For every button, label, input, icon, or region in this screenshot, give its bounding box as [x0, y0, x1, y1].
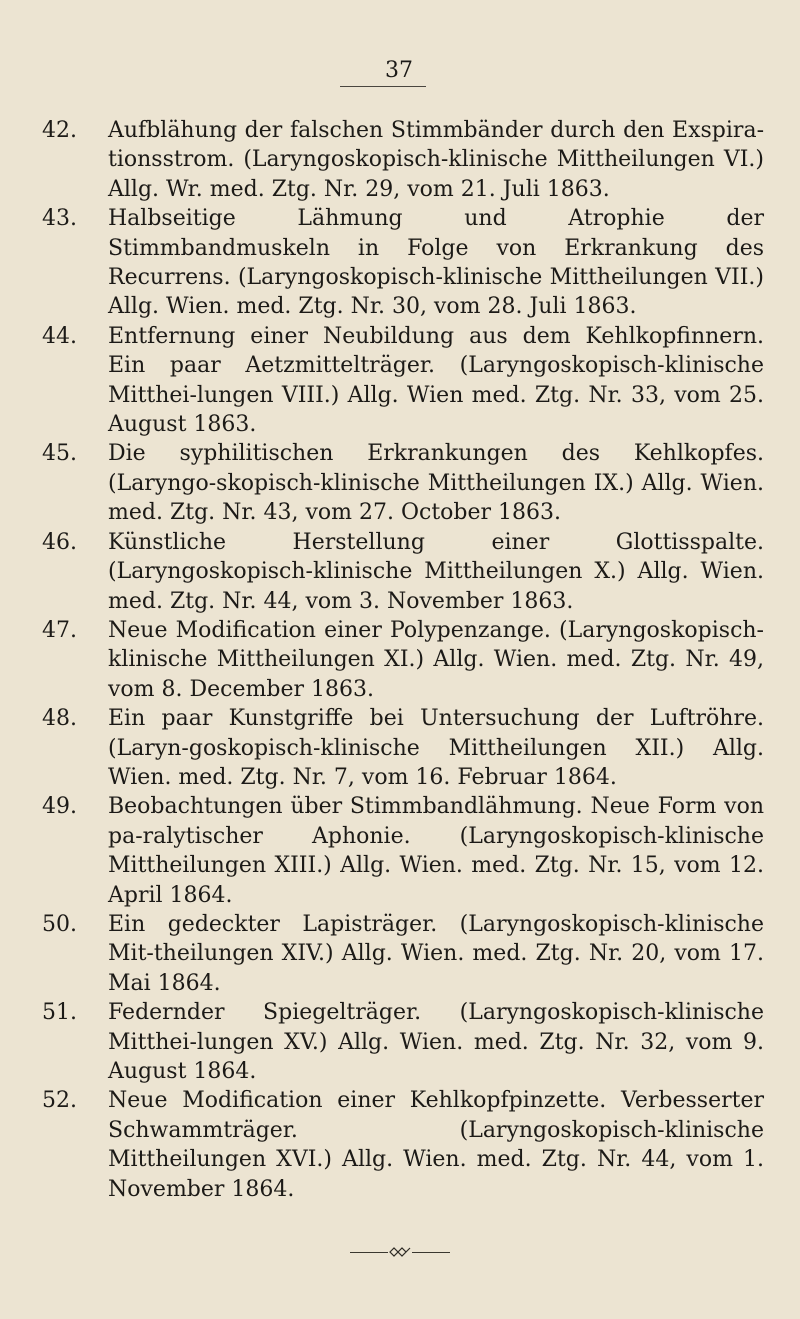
ornament-line-left [350, 1252, 388, 1253]
entry-number: 51. [42, 1000, 77, 1026]
end-ornament [350, 1246, 450, 1258]
ornament-line-right [412, 1252, 450, 1253]
entry-number: 45. [42, 441, 77, 467]
entry-text: Federnder Spiegelträger. (Laryngoskopisch-klinische Mitthei-lungen XV.) Allg. Wien. med. Ztg. Nr. 32, vom 9. August 1864. [108, 1000, 764, 1084]
entry-number: 42. [42, 118, 77, 143]
entry-text: Beobachtungen über Stimmbandlähmung. Neue Form von pa-ralytischer Aphonie. (Laryngoskopisch-klinische Mittheilungen XIII.) Allg. Wien. med. Ztg. Nr. 15, vom 12. April 1864. [108, 794, 764, 908]
entry-number: 52. [42, 1088, 77, 1114]
entry-text: Aufblähung der falschen Stimmbänder durch den Exspira-tionsstrom. (Laryngoskopisch-klinische Mittheilungen VI.) Allg. Wr. med. Ztg. Nr. 29, vom 21. Juli 1863. [108, 118, 764, 202]
entry-number: 46. [42, 529, 77, 555]
entry-text: Ein gedeckter Lapisträger. (Laryngoskopisch-klinische Mit-theilungen XIV.) Allg. Wien. med. Ztg. Nr. 20, vom 17. Mai 1864. [108, 911, 764, 996]
list-item [42, 439, 764, 527]
entry-number: 48. [42, 706, 77, 732]
list-item [42, 704, 764, 792]
list-item [42, 792, 764, 910]
list-item [42, 616, 764, 704]
page-number-rule [340, 86, 426, 87]
list-item [42, 910, 764, 998]
entry-text: Neue Modification einer Polypenzange. (Laryngoskopisch-klinische Mittheilungen XI.) Allg. Wien. med. Ztg. Nr. 49, vom 8. December 1863. [108, 617, 764, 702]
entry-text: Halbseitige Lähmung und Atrophie der Stimmbandmuskeln in Folge von Erkrankung des Recurrens. (Laryngoskopisch-klinische Mittheilungen VII.) Allg. Wien. med. Ztg. Nr. 30, vom 28. Juli 1863. [108, 206, 764, 320]
list-item [42, 116, 764, 204]
entry-text: Entfernung einer Neubildung aus dem Kehlkopfinnern. Ein paar Aetzmittelträger. (Laryngoskopisch-klinische Mitthei-lungen VIII.) Allg. Wien med. Ztg. Nr. 33, vom 25. August 1863. [108, 323, 764, 438]
bibliography-list [42, 116, 764, 1204]
list-item [42, 998, 764, 1086]
entry-number: 43. [42, 206, 77, 232]
entry-text: Ein paar Kunstgriffe bei Untersuchung der Luftröhre. (Laryn-goskopisch-klinische Mittheilungen XII.) Allg. Wien. med. Ztg. Nr. 7, vom 16. Februar 1864. [108, 706, 764, 790]
list-item [42, 204, 764, 322]
entry-text: Künstliche Herstellung einer Glottisspalte. (Laryngoskopisch-klinische Mittheilungen X.) Allg. Wien. med. Ztg. Nr. 44, vom 3. November 1863. [108, 529, 764, 614]
entry-number: 44. [42, 323, 77, 349]
entry-text: Die syphilitischen Erkrankungen des Kehlkopfes. (Laryngo-skopisch-klinische Mittheilungen IX.) Allg. Wien. med. Ztg. Nr. 43, vom 27. October 1863. [108, 441, 764, 526]
entry-number: 47. [42, 617, 77, 643]
entry-number: 50. [42, 911, 77, 937]
entry-text: Neue Modification einer Kehlkopfpinzette. Verbesserter Schwammträger. (Laryngoskopisch-klinische Mittheilungen XVI.) Allg. Wien. med. Ztg. Nr. 44, vom 1. November 1864. [108, 1088, 764, 1202]
list-item [42, 322, 764, 440]
end-ornament-icon [388, 1246, 412, 1258]
list-item [42, 528, 764, 616]
entry-number: 49. [42, 794, 77, 820]
page-number: 37 [385, 58, 413, 83]
list-item [42, 1086, 764, 1204]
